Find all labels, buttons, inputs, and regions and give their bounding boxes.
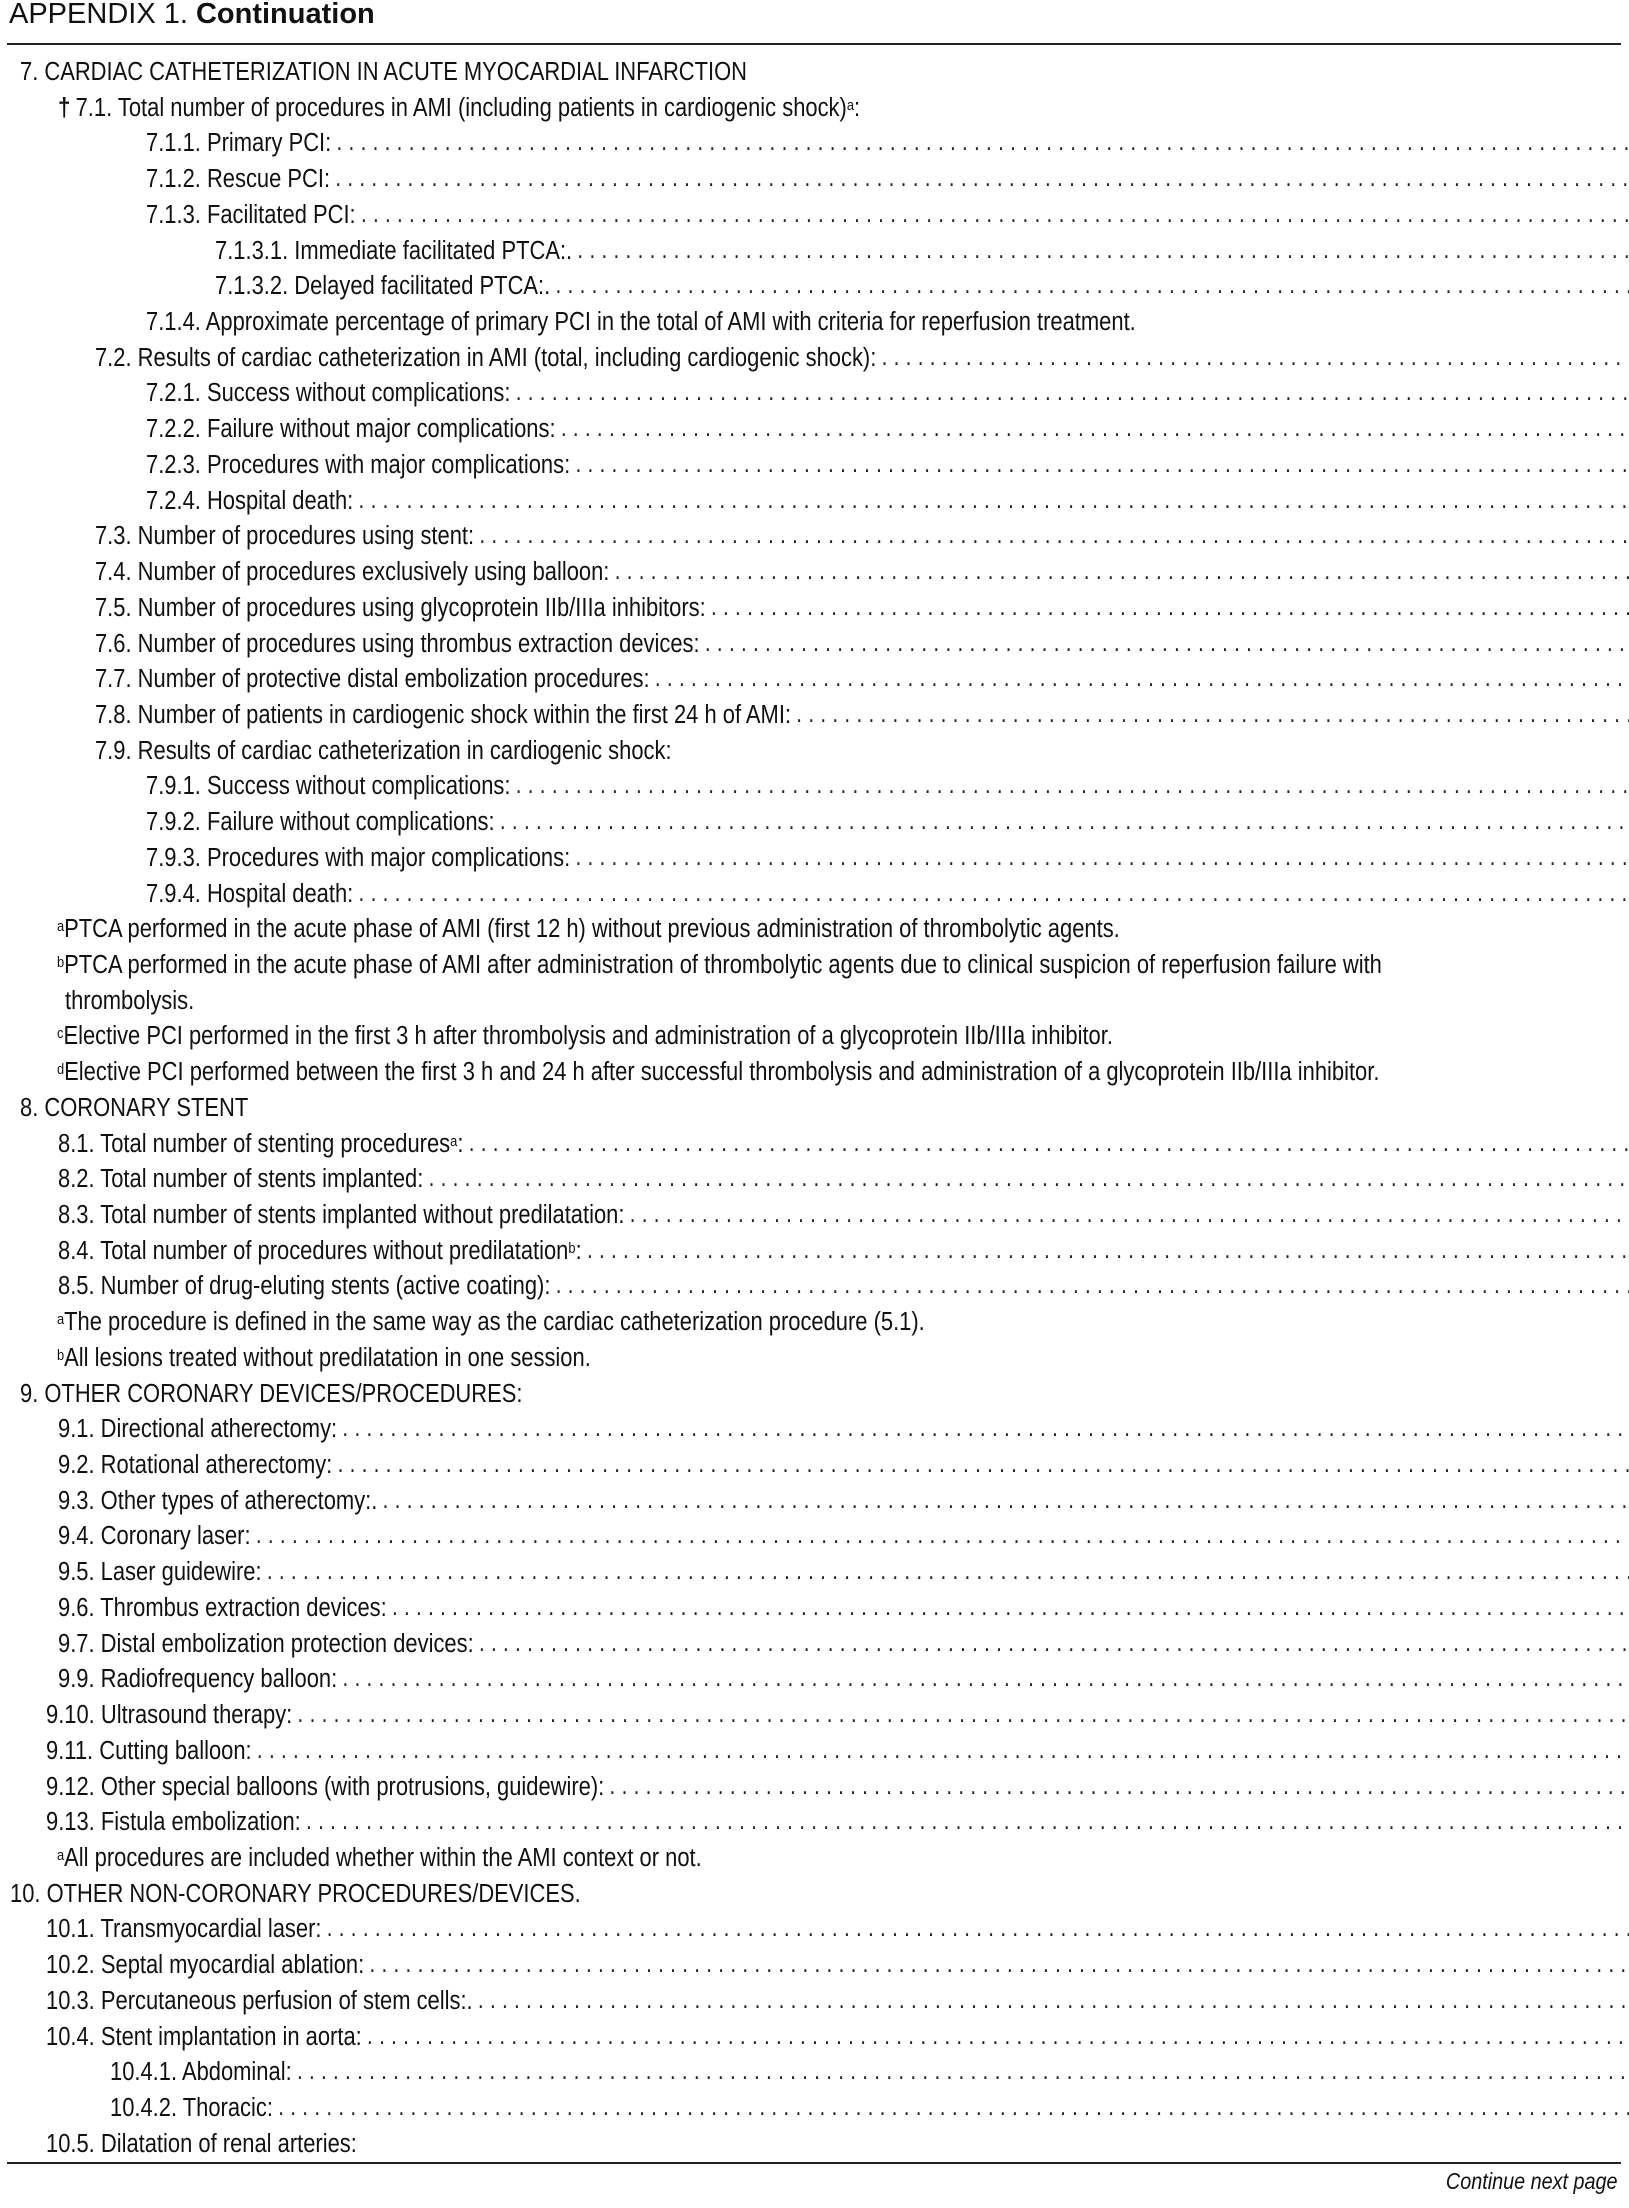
item-text: PTCA performed in the acute phase of AMI after administration of thrombolytic agents due to clinical suspicion of reperfusion failure with bbox=[64, 950, 1382, 979]
item-text: 7.5. Number of procedures using glycoprotein IIb/IIIa inhibitors: bbox=[94, 593, 706, 622]
item-label bbox=[58, 1269, 550, 1305]
item-label bbox=[146, 448, 570, 484]
item-text: 9.5. Laser guidewire: bbox=[57, 1558, 262, 1587]
item-label bbox=[146, 877, 353, 913]
dot-leader bbox=[361, 198, 1629, 234]
footnote-marker: a bbox=[56, 1311, 65, 1329]
list-item bbox=[0, 484, 1629, 520]
dot-leader bbox=[615, 555, 1629, 591]
dot-leader bbox=[278, 2091, 1629, 2127]
item-label bbox=[110, 2055, 292, 2091]
dot-leader bbox=[577, 234, 1629, 270]
header-prefix: APPENDIX 1. bbox=[9, 0, 196, 30]
dagger-mark: † bbox=[57, 92, 71, 123]
dot-leader bbox=[479, 519, 1629, 555]
item-text: 9.9. Radiofrequency balloon: bbox=[57, 1665, 338, 1694]
item-text: 9.4. Coronary laser: bbox=[57, 1522, 251, 1551]
item-label bbox=[57, 1019, 1113, 1055]
item-text: Elective PCI performed between the first 3 h and 24 h after successful thrombolysis and administration of a glycoprotein IIb/IIIa inhibitor. bbox=[64, 1058, 1380, 1087]
list-item bbox=[0, 1198, 1629, 1234]
list-item bbox=[0, 91, 1629, 127]
list-item bbox=[0, 376, 1629, 412]
list-item bbox=[0, 1091, 1629, 1127]
dot-leader bbox=[711, 591, 1629, 627]
list-item bbox=[0, 1627, 1629, 1663]
footnote-marker: d bbox=[56, 1061, 65, 1079]
list-item bbox=[0, 2020, 1629, 2056]
item-colon: : bbox=[575, 1236, 582, 1265]
item-text: 7.1.2. Rescue PCI: bbox=[145, 165, 331, 194]
item-text: 9.12. Other special balloons (with protrusions, guidewire): bbox=[45, 1772, 605, 1801]
item-label bbox=[58, 1519, 251, 1555]
dot-leader bbox=[297, 1698, 1629, 1734]
item-text: 8.2. Total number of stents implanted: bbox=[57, 1165, 424, 1194]
item-text: 9.1. Directional atherectomy: bbox=[57, 1415, 338, 1444]
item-colon: : bbox=[457, 1129, 464, 1158]
item-text: 10. OTHER NON-CORONARY PROCEDURES/DEVICES. bbox=[9, 1879, 581, 1908]
list-item bbox=[0, 1127, 1629, 1163]
item-text: 10.4. Stent implantation in aorta: bbox=[45, 2022, 362, 2051]
item-text: 10.5. Dilatation of renal arteries: bbox=[45, 2129, 357, 2158]
item-text: 7.7. Number of protective distal embolization procedures: bbox=[94, 665, 650, 694]
list-item bbox=[0, 1591, 1629, 1627]
appendix-header bbox=[9, 0, 375, 31]
item-text: 7.9. Results of cardiac catheterization in cardiogenic shock: bbox=[94, 736, 672, 765]
item-label bbox=[46, 1984, 473, 2020]
item-label bbox=[146, 841, 570, 877]
item-text: 8. CORONARY STENT bbox=[19, 1093, 249, 1122]
footnote-line bbox=[0, 1305, 1629, 1341]
item-label bbox=[58, 90, 860, 127]
item-text: 7.9.3. Procedures with major complications: bbox=[145, 843, 571, 872]
list-item bbox=[0, 1412, 1629, 1448]
item-label bbox=[46, 1805, 301, 1841]
dot-leader bbox=[796, 698, 1629, 734]
dot-leader bbox=[306, 1805, 1629, 1841]
footnote-line bbox=[0, 1019, 1629, 1055]
list-item bbox=[0, 1448, 1629, 1484]
item-text: 7.2. Results of cardiac catheterization in AMI (total, including cardiogenic shock): bbox=[94, 343, 877, 372]
list-item bbox=[0, 1948, 1629, 1984]
list-item bbox=[0, 1662, 1629, 1698]
item-text: 7.4. Number of procedures exclusively using balloon: bbox=[94, 558, 610, 587]
item-text: 10.3. Percutaneous perfusion of stem cells:. bbox=[45, 1986, 473, 2015]
item-text: 10.4.1. Abdominal: bbox=[109, 2058, 292, 2087]
dot-leader bbox=[561, 412, 1629, 448]
list-item bbox=[0, 55, 1629, 91]
footnote-marker: a bbox=[56, 918, 65, 936]
item-label bbox=[46, 2020, 362, 2056]
item-label bbox=[58, 1627, 474, 1663]
dot-leader bbox=[587, 1234, 1629, 1270]
item-label bbox=[58, 1198, 624, 1234]
dot-leader bbox=[630, 1198, 1629, 1234]
dot-leader bbox=[575, 448, 1629, 484]
item-label bbox=[20, 55, 747, 91]
item-text: 7.1.1. Primary PCI: bbox=[145, 129, 332, 158]
item-label bbox=[146, 198, 356, 234]
item-text: 7.9.1. Success without complications: bbox=[145, 772, 511, 801]
dot-leader bbox=[469, 1127, 1629, 1163]
item-label bbox=[58, 1484, 377, 1520]
footnote-ref: a bbox=[450, 1132, 458, 1150]
dot-leader bbox=[609, 1770, 1629, 1806]
item-label bbox=[58, 1591, 387, 1627]
item-text: 7.1.3.1. Immediate facilitated PTCA:. bbox=[215, 236, 573, 265]
item-label bbox=[95, 698, 791, 734]
top-rule bbox=[7, 43, 1621, 45]
item-text: 9.3. Other types of atherectomy:. bbox=[57, 1486, 378, 1515]
item-text: 9.10. Ultrasound therapy: bbox=[45, 1701, 293, 1730]
list-item bbox=[0, 1555, 1629, 1591]
item-label bbox=[110, 2091, 273, 2127]
item-text: 8.3. Total number of stents implanted without predilatation: bbox=[57, 1201, 625, 1229]
item-text: 10.2. Septal myocardial ablation: bbox=[45, 1951, 365, 1980]
item-label bbox=[57, 948, 1382, 984]
footnote-marker: b bbox=[56, 1346, 65, 1364]
item-label bbox=[57, 1341, 591, 1377]
item-label bbox=[95, 341, 876, 377]
list-item bbox=[0, 1519, 1629, 1555]
item-label bbox=[57, 1055, 1379, 1091]
header-title: Continuation bbox=[195, 0, 375, 30]
dot-leader bbox=[479, 1627, 1629, 1663]
list-item bbox=[0, 627, 1629, 663]
footnote-ref: b bbox=[568, 1239, 576, 1257]
footnote-line bbox=[0, 1341, 1629, 1377]
footnote-ref: a bbox=[846, 97, 855, 115]
item-label bbox=[146, 126, 331, 162]
dot-leader bbox=[392, 1591, 1629, 1627]
dot-leader bbox=[367, 2020, 1629, 2056]
item-label bbox=[146, 805, 495, 841]
dot-leader bbox=[358, 484, 1629, 520]
list-item bbox=[0, 984, 1629, 1020]
list-item bbox=[0, 1484, 1629, 1520]
list-item bbox=[0, 1734, 1629, 1770]
item-text: The procedure is defined in the same way as the cardiac catheterization procedure (5.1). bbox=[64, 1308, 925, 1337]
list-item bbox=[0, 1377, 1629, 1413]
dot-leader bbox=[358, 877, 1629, 913]
item-label bbox=[58, 1662, 337, 1698]
item-text: 7. CARDIAC CATHETERIZATION IN ACUTE MYOCARDIAL INFARCTION bbox=[19, 58, 748, 86]
continue-note: Continue next page bbox=[1445, 2168, 1617, 2194]
item-label bbox=[58, 1162, 423, 1198]
list-item bbox=[0, 162, 1629, 198]
item-text: 7.2.2. Failure without major complications: bbox=[145, 415, 556, 444]
list-item bbox=[0, 519, 1629, 555]
item-text: 9.11. Cutting balloon: bbox=[45, 1736, 252, 1765]
item-label bbox=[57, 912, 1120, 948]
item-label bbox=[20, 1377, 522, 1413]
item-text: 7.2.1. Success without complications: bbox=[145, 379, 511, 408]
list-item bbox=[0, 1162, 1629, 1198]
list-item bbox=[0, 877, 1629, 913]
item-text: 9.6. Thrombus extraction devices: bbox=[57, 1593, 387, 1622]
list-item bbox=[0, 269, 1629, 305]
item-label bbox=[146, 305, 1136, 341]
item-text: 8.5. Number of drug-eluting stents (active coating): bbox=[57, 1272, 551, 1301]
dot-leader bbox=[383, 1484, 1629, 1520]
item-label bbox=[95, 662, 650, 698]
list-item bbox=[0, 1912, 1629, 1948]
dot-leader bbox=[516, 376, 1629, 412]
dot-leader bbox=[369, 1948, 1629, 1984]
item-label bbox=[58, 1234, 582, 1270]
footnote-line bbox=[0, 1841, 1629, 1877]
dot-leader bbox=[556, 1269, 1629, 1305]
item-label bbox=[95, 627, 700, 663]
item-text: 7.3. Number of procedures using stent: bbox=[94, 522, 475, 551]
item-text: 7.6. Number of procedures using thrombus extraction devices: bbox=[94, 629, 700, 658]
list-item bbox=[0, 2127, 1629, 2163]
list-item bbox=[0, 1805, 1629, 1841]
dot-leader bbox=[257, 1734, 1629, 1770]
footnote-line bbox=[0, 912, 1629, 948]
list-item bbox=[0, 412, 1629, 448]
item-text: 7.8. Number of patients in cardiogenic shock within the first 24 h of AMI: bbox=[94, 700, 792, 729]
list-item bbox=[0, 841, 1629, 877]
list-item bbox=[0, 1269, 1629, 1305]
item-text: 7.1.3. Facilitated PCI: bbox=[145, 200, 356, 229]
item-label bbox=[58, 1555, 262, 1591]
dot-leader bbox=[575, 841, 1629, 877]
dot-leader bbox=[428, 1162, 1629, 1198]
item-text: 9.7. Distal embolization protection devices: bbox=[57, 1629, 474, 1658]
footnote-marker: b bbox=[56, 953, 65, 971]
list-item bbox=[0, 698, 1629, 734]
item-text: PTCA performed in the acute phase of AMI (first 12 h) without previous administration of thrombolytic agents. bbox=[64, 915, 1120, 944]
dot-leader bbox=[342, 1662, 1629, 1698]
item-label bbox=[57, 1305, 925, 1341]
list-item bbox=[0, 662, 1629, 698]
list-item bbox=[0, 2091, 1629, 2127]
item-label bbox=[95, 591, 706, 627]
item-label bbox=[215, 269, 550, 305]
list-item bbox=[0, 555, 1629, 591]
list-item bbox=[0, 305, 1629, 341]
list-item bbox=[0, 1770, 1629, 1806]
item-text: 9.2. Rotational atherectomy: bbox=[57, 1451, 333, 1480]
footnote-marker: c bbox=[56, 1025, 64, 1043]
item-label bbox=[95, 519, 474, 555]
dot-leader bbox=[337, 1448, 1629, 1484]
item-label bbox=[58, 1127, 463, 1163]
list-item bbox=[0, 591, 1629, 627]
list-item bbox=[0, 734, 1629, 770]
item-label bbox=[146, 484, 353, 520]
dot-leader bbox=[336, 126, 1629, 162]
item-text: All procedures are included whether within the AMI context or not. bbox=[64, 1843, 702, 1872]
item-label bbox=[65, 984, 194, 1020]
item-text: 10.1. Transmyocardial laser: bbox=[45, 1915, 322, 1944]
list-item bbox=[0, 805, 1629, 841]
dot-leader bbox=[655, 662, 1629, 698]
item-label bbox=[10, 1877, 581, 1913]
item-label bbox=[215, 234, 572, 270]
dot-leader bbox=[882, 341, 1629, 377]
dot-leader bbox=[478, 1984, 1629, 2020]
item-colon: : bbox=[854, 94, 861, 123]
list-item bbox=[0, 2055, 1629, 2091]
item-label bbox=[46, 1770, 604, 1806]
dot-leader bbox=[297, 2055, 1629, 2091]
item-label bbox=[46, 1912, 321, 1948]
item-label bbox=[58, 1412, 337, 1448]
footnote-line bbox=[0, 948, 1629, 984]
item-text: 7.9.4. Hospital death: bbox=[145, 879, 354, 908]
list-item bbox=[0, 198, 1629, 234]
footnote-line bbox=[0, 1055, 1629, 1091]
item-text: 7.1. Total number of procedures in AMI (including patients in cardiogenic shock) bbox=[75, 94, 847, 123]
dot-leader bbox=[267, 1555, 1629, 1591]
item-label bbox=[57, 1841, 702, 1877]
dot-leader bbox=[500, 805, 1629, 841]
item-label bbox=[146, 162, 330, 198]
item-text: Elective PCI performed in the first 3 h after thrombolysis and administration of a glycoprotein IIb/IIIa inhibitor. bbox=[63, 1022, 1113, 1051]
item-text: 8.4. Total number of procedures without predilatation bbox=[57, 1236, 569, 1265]
dot-leader bbox=[335, 162, 1629, 198]
dot-leader bbox=[256, 1519, 1629, 1555]
dot-leader bbox=[705, 627, 1629, 663]
dot-leader bbox=[327, 1912, 1629, 1948]
item-text: 8.1. Total number of stenting procedures bbox=[57, 1129, 451, 1158]
list-item bbox=[0, 1984, 1629, 2020]
dot-leader bbox=[342, 1412, 1629, 1448]
list-item bbox=[0, 1234, 1629, 1270]
item-label bbox=[58, 1448, 332, 1484]
list-item bbox=[0, 769, 1629, 805]
item-text: 9. OTHER CORONARY DEVICES/PROCEDURES: bbox=[19, 1379, 523, 1408]
item-label bbox=[46, 1734, 252, 1770]
item-text: All lesions treated without predilatation in one session. bbox=[64, 1343, 591, 1372]
item-text: 7.9.2. Failure without complications: bbox=[145, 808, 495, 837]
item-label bbox=[95, 555, 609, 591]
appendix-list bbox=[0, 55, 1629, 2162]
item-text: 7.1.4. Approximate percentage of primary PCI in the total of AMI with criteria for reperfusion treatment. bbox=[145, 308, 1136, 337]
item-label bbox=[146, 376, 510, 412]
list-item bbox=[0, 126, 1629, 162]
list-item bbox=[0, 234, 1629, 270]
item-label bbox=[146, 769, 510, 805]
item-label bbox=[46, 2127, 357, 2163]
item-text: 10.4.2. Thoracic: bbox=[109, 2093, 273, 2122]
list-item bbox=[0, 341, 1629, 377]
item-text: 7.2.4. Hospital death: bbox=[145, 486, 354, 515]
item-text: 9.13. Fistula embolization: bbox=[45, 1808, 301, 1837]
dot-leader bbox=[516, 769, 1629, 805]
item-label bbox=[46, 1698, 292, 1734]
list-item bbox=[0, 1877, 1629, 1913]
item-label bbox=[146, 412, 556, 448]
list-item bbox=[0, 448, 1629, 484]
item-text: 7.2.3. Procedures with major complications: bbox=[145, 450, 571, 479]
item-label bbox=[46, 1948, 364, 1984]
bottom-rule bbox=[7, 2162, 1621, 2164]
item-label bbox=[95, 734, 672, 770]
footnote-marker: a bbox=[56, 1846, 65, 1864]
item-label bbox=[20, 1091, 248, 1127]
dot-leader bbox=[555, 269, 1629, 305]
item-text: 7.1.3.2. Delayed facilitated PTCA:. bbox=[215, 272, 551, 301]
item-text: thrombolysis. bbox=[64, 986, 195, 1015]
list-item bbox=[0, 1698, 1629, 1734]
